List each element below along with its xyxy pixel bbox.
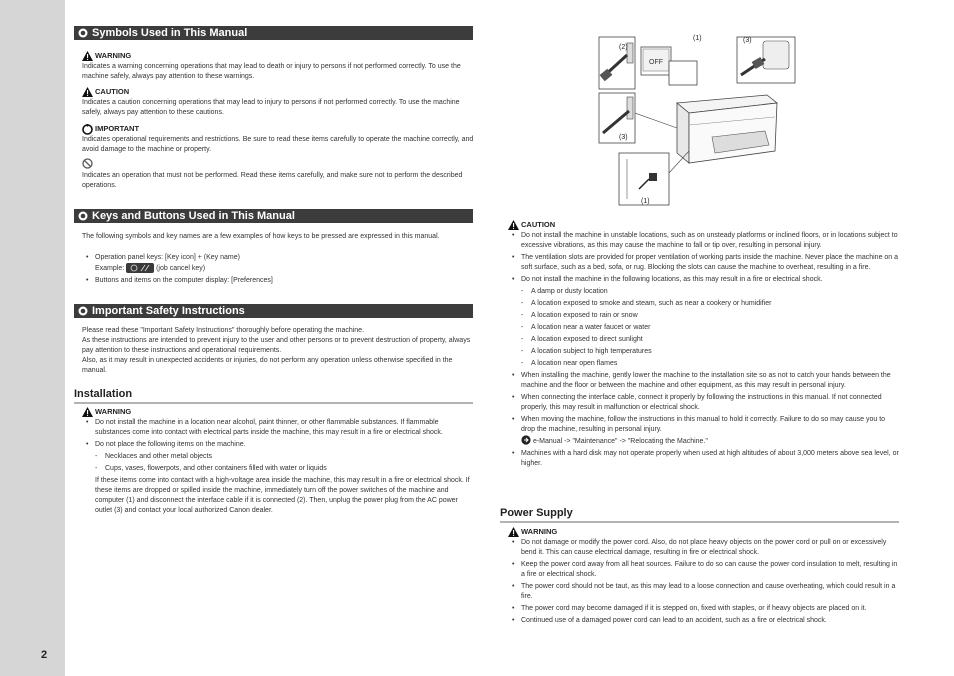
sub-list-item: - Cups, vases, flowerpots, and other containers filled with water or liquids bbox=[95, 464, 474, 474]
job-cancel-key-icon bbox=[126, 263, 154, 273]
warning-description: Indicates a warning concerning operations that may lead to death or injury to persons if not performed correctly. To use the machine safely, always pay attention to these warnings. bbox=[82, 63, 461, 80]
warning-label: WARNING bbox=[95, 51, 131, 61]
list-item: • Do not place the following items on the machine. - Necklaces and other metal objects - Cups, vases, flowerpots, and other containers filled with water or liquids If these items come into contact with a high-voltage area inside the machine, this may result in a fire or electrical shock. If these items are dropped or spilled inside the machine, immediately turn off the power switches of the machine and computer (1) and disconnect the interface cable if it is connected (2). Then, unplug the power plug from the AC power outlet (3) and contact your local authorized Canon dealer. bbox=[82, 440, 474, 516]
list-item: • Do not install the machine in unstable locations, such as on unsteady platforms or inclined floors, or in locations subject to excessive vibrations, as this may cause the machine to fall or tip over, resulting in personal injury. bbox=[508, 231, 900, 251]
section-bullet-icon bbox=[78, 28, 88, 38]
label-3b: (3) bbox=[619, 134, 628, 141]
important-description: Indicates operational requirements and restrictions. Be sure to read these items carefully to operate the machine correctly, and avoid damage to the machine or property. bbox=[82, 136, 474, 153]
installation-illustration bbox=[597, 33, 797, 211]
power-cable-panel bbox=[599, 93, 635, 143]
keys-list bbox=[82, 253, 474, 288]
section-title: Keys and Buttons Used in This Manual bbox=[92, 210, 295, 222]
section-header-keys bbox=[74, 209, 473, 223]
warning-icon bbox=[82, 407, 93, 417]
power-supply-heading: Power Supply bbox=[500, 507, 899, 523]
computer-off-icon bbox=[641, 47, 697, 85]
prohibited-icon bbox=[82, 158, 93, 169]
list-item: • The power cord may become damaged if it is stepped on, fixed with staples, or if heavy objects are placed on it. bbox=[508, 604, 900, 614]
list-item: • Machines with a hard disk may not operate properly when used at high altitudes of about 3,000 meters above sea level, or higher. bbox=[508, 449, 900, 469]
warning-label: WARNING bbox=[95, 407, 131, 417]
list-item: • The ventilation slots are provided for proper ventilation of working parts inside the machine. Never place the machine on a soft surface, such as a bed, sofa, or rug. Blocking the slots can cause the machine to overheat, resulting in a fire. bbox=[508, 253, 900, 273]
off-text: OFF bbox=[649, 59, 663, 66]
e-manual-reference-icon bbox=[521, 435, 531, 445]
warning-icon bbox=[508, 527, 519, 537]
section-title: Symbols Used in This Manual bbox=[92, 27, 248, 39]
keys-intro: The following symbols and key names are a few examples of how keys to be pressed are expressed in this manual. bbox=[82, 233, 440, 240]
list-item: • Keep the power cord away from all heat sources. Failure to do so can cause the power cord insulation to melt, resulting in a fire or electrical shock. bbox=[508, 560, 900, 580]
installation-heading: Installation bbox=[74, 388, 473, 404]
installation-warning-list bbox=[82, 418, 474, 518]
list-item: • Do not damage or modify the power cord. Also, do not place heavy objects on the power cord or pull on or excessively bend it. This can cause electrical damage, resulting in fire or electrical shock. bbox=[508, 538, 900, 558]
list-item: • The power cord should not be taut, as this may lead to a loose connection and cause overheating, which could result in a fire. bbox=[508, 582, 900, 602]
caution-icon bbox=[82, 87, 93, 97]
sub-list-item: - A location exposed to rain or snow bbox=[521, 311, 900, 321]
important-label: IMPORTANT bbox=[95, 124, 139, 134]
safety-intro: Please read these "Important Safety Instructions" thoroughly before operating the machine. As these instructions are intended to prevent injury to the user and other persons or to prevent destruction of property, always pay attention to these instructions and operational requirements. Also, as it may result in unexpected accidents or injuries, do not perform any operation unless otherwise specified in the manual. bbox=[82, 327, 471, 374]
section-title: Important Safety Instructions bbox=[92, 305, 245, 317]
important-icon bbox=[82, 124, 93, 135]
sub-list-item: - A location exposed to direct sunlight bbox=[521, 335, 900, 345]
list-item: • Buttons and items on the computer display: [Preferences] bbox=[82, 276, 474, 286]
label-1a: (1) bbox=[693, 35, 702, 42]
sub-list-item: - A location near open flames bbox=[521, 359, 900, 369]
list-item: • Operation panel keys: [Key icon] + (Key name) Example: (job cancel key) bbox=[82, 253, 474, 274]
prohibited-description: Indicates an operation that must not be performed. Read these items carefully, and make sure not to perform the described operations. bbox=[82, 172, 463, 189]
label-1b: (1) bbox=[641, 198, 650, 205]
list-item: • Continued use of a damaged power cord can lead to an accident, such as a fire or electrical shock. bbox=[508, 616, 900, 626]
label-2: (2) bbox=[619, 44, 628, 51]
sub-list-item: - A location subject to high temperatures bbox=[521, 347, 900, 357]
sub-list-item: - A damp or dusty location bbox=[521, 287, 900, 297]
interface-cable-panel bbox=[599, 37, 635, 89]
section-header-safety bbox=[74, 304, 473, 318]
warning-label: WARNING bbox=[521, 527, 557, 537]
section-header-symbols bbox=[74, 26, 473, 40]
caution-icon bbox=[508, 220, 519, 230]
caution-description: Indicates a caution concerning operations that may lead to injury to persons if not performed correctly. To use the machine safely, always pay attention to these cautions. bbox=[82, 99, 460, 116]
list-item: • Do not install the machine in the following locations, as this may result in a fire or electrical shock. - A damp or dusty location - A location exposed to smoke and steam, such as near a cookery or humidifier - A location exposed to rain or snow - A location near a water faucet or water - A location exposed to direct sunlight - A location subject to high temperatures - A location near open flames bbox=[508, 275, 900, 369]
list-item: • When moving the machine, follow the instructions in this manual to hold it correctly. Failure to do so may cause you to drop the machine, resulting in personal injury. e-Manual -> "Maintenance" -> "Relocating the Machine." bbox=[508, 415, 900, 447]
list-item: • Do not install the machine in a location near alcohol, paint thinner, or other flammable substances. If flammable substances come into contact with electrical parts inside the machine, this may result in a fire or electrical shock. bbox=[82, 418, 474, 438]
printer-machine bbox=[677, 95, 777, 163]
list-item: • When connecting the interface cable, connect it properly by following the instructions in this manual. If not connected properly, this may result in malfunction or electrical shock. bbox=[508, 393, 900, 413]
sub-list-item: - A location near a water faucet or water bbox=[521, 323, 900, 333]
page-number: 2 bbox=[41, 649, 48, 661]
list-item: • When installing the machine, gently lower the machine to the installation site so as not to catch your hands between the machine and the floor or between the machine and other equipment, as this may result in personal injury. bbox=[508, 371, 900, 391]
warning-icon bbox=[82, 51, 93, 61]
sub-list-item: - Necklaces and other metal objects bbox=[95, 452, 474, 462]
sub-list-item: - A location exposed to smoke and steam, such as near a cookery or humidifier bbox=[521, 299, 900, 309]
caution-label: CAUTION bbox=[521, 220, 555, 230]
power-warning-list bbox=[508, 538, 900, 628]
label-3a: (3) bbox=[743, 37, 752, 44]
caution-list bbox=[508, 231, 900, 471]
caution-label: CAUTION bbox=[95, 87, 129, 97]
section-bullet-icon bbox=[78, 306, 88, 316]
section-bullet-icon bbox=[78, 211, 88, 221]
page-margin-band bbox=[0, 0, 65, 676]
